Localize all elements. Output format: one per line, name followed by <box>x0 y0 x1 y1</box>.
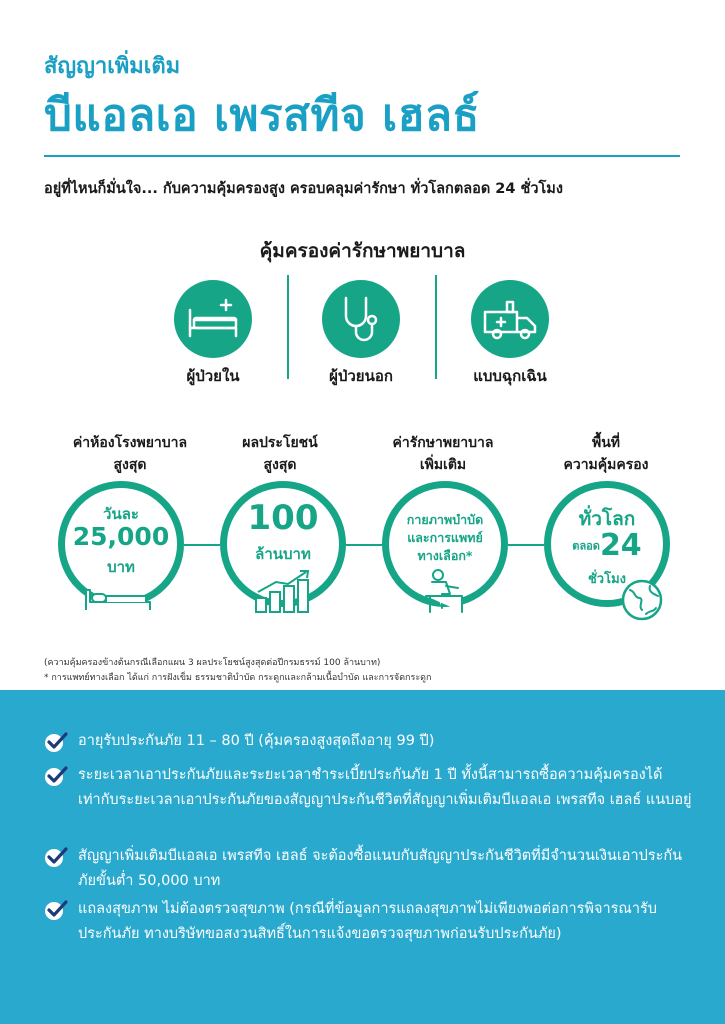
benefit-header-extra: ค่ารักษาพยาบาล เพิ่มเติม <box>392 435 494 473</box>
ambulance-icon <box>471 280 549 358</box>
tagline: อยู่ที่ไหนก็มั่นใจ... กับความคุ้มครองสูง ครอบคลุมค่ารักษา ทั่วโลกตลอด 24 ชั่วโมง <box>44 181 563 197</box>
condition-item: สัญญาเพิ่มเติมบีแอลเอ เพรสทีจ เฮลธ์ จะต้องซื้อแนบกับสัญญาประกันชีวิตที่มีจำนวนเงินเอาประกันภัยขั้นต่ำ 50,000 บาท <box>78 848 683 889</box>
check-circle-icon <box>44 730 68 754</box>
benefit-circle-room: วันละ 25,000 บาท <box>58 481 184 607</box>
benefit-circle-area: ทั่วโลก ตลอด24 ชั่วโมง <box>544 481 670 607</box>
growth-chart-icon <box>252 568 316 614</box>
coverage-label-emergency: แบบฉุกเฉิน <box>473 367 547 385</box>
stethoscope-icon <box>322 280 400 358</box>
coverage-heading: คุ้มครองค่ารักษาพยาบาล <box>259 240 466 262</box>
benefit-circle-extra: กายภาพบำบัด และการแพทย์ ทางเลือก* <box>382 481 508 607</box>
benefit-header-area: พื้นที่ ความคุ้มครอง <box>563 435 649 473</box>
check-circle-icon <box>44 845 68 869</box>
condition-item: แถลงสุขภาพ ไม่ต้องตรวจสุขภาพ (กรณีที่ข้อมูลการแถลงสุขภาพไม่เพียงพอต่อการพิจารณารับประกันภัย ทางบริษัทขอสงวนสิทธิ์ในการแจ้งขอตรวจสุขภาพก่อนรับประกันภัย) <box>78 901 657 942</box>
coverage-divider <box>435 275 437 379</box>
coverage-label-inpatient: ผู้ป่วยใน <box>186 367 240 385</box>
benefit-header-room: ค่าห้องโรงพยาบาล สูงสุด <box>72 435 188 473</box>
coverage-divider <box>287 275 289 379</box>
bed-icon <box>82 580 154 614</box>
check-circle-icon <box>44 764 68 788</box>
footnote-plan: (ความคุ้มครองข้างต้นกรณีเลือกแผน 3 ผลประโยชน์สูงสุดต่อปีกรมธรรม์ 100 ล้านบาท) <box>44 658 381 668</box>
condition-item: อายุรับประกันภัย 11 – 80 ปี (คุ้มครองสูงสุดถึงอายุ 99 ปี) <box>78 733 435 749</box>
check-circle-icon <box>44 898 68 922</box>
title-divider <box>44 155 680 157</box>
coverage-label-outpatient: ผู้ป่วยนอก <box>329 367 393 385</box>
connector-line <box>508 544 544 546</box>
footnote-alternative-medicine: * การแพทย์ทางเลือก ได้แก่ การฝังเข็ม ธรรมชาติบำบัด กระดูกและกล้ามเนื้อบำบัด และการจัดกระดูก <box>44 673 432 683</box>
physiotherapy-icon <box>420 568 470 614</box>
hospital-bed-icon <box>174 280 252 358</box>
connector-line <box>346 544 382 546</box>
globe-icon <box>620 578 664 622</box>
product-subtitle: สัญญาเพิ่มเติม <box>44 54 181 79</box>
condition-item: ระยะเวลาเอาประกันภัยและระยะเวลาชำระเบี้ยประกันภัย 1 ปี ทั้งนี้สามารถซื้อความคุ้มครองได้เท่ากับระยะเวลาเอาประกันภัยของสัญญาประกันชีวิตที่สัญญาเพิ่มเติมบีแอลเอ เพรสทีจ เฮลธ์ แนบอยู่ <box>78 767 692 808</box>
benefit-circle-max: 100 ล้านบาท <box>220 481 346 607</box>
product-title: บีแอลเอ เพรสทีจ เฮลธ์ <box>44 90 480 141</box>
benefit-header-max: ผลประโยชน์ สูงสุด <box>242 435 318 473</box>
connector-line <box>184 544 220 546</box>
